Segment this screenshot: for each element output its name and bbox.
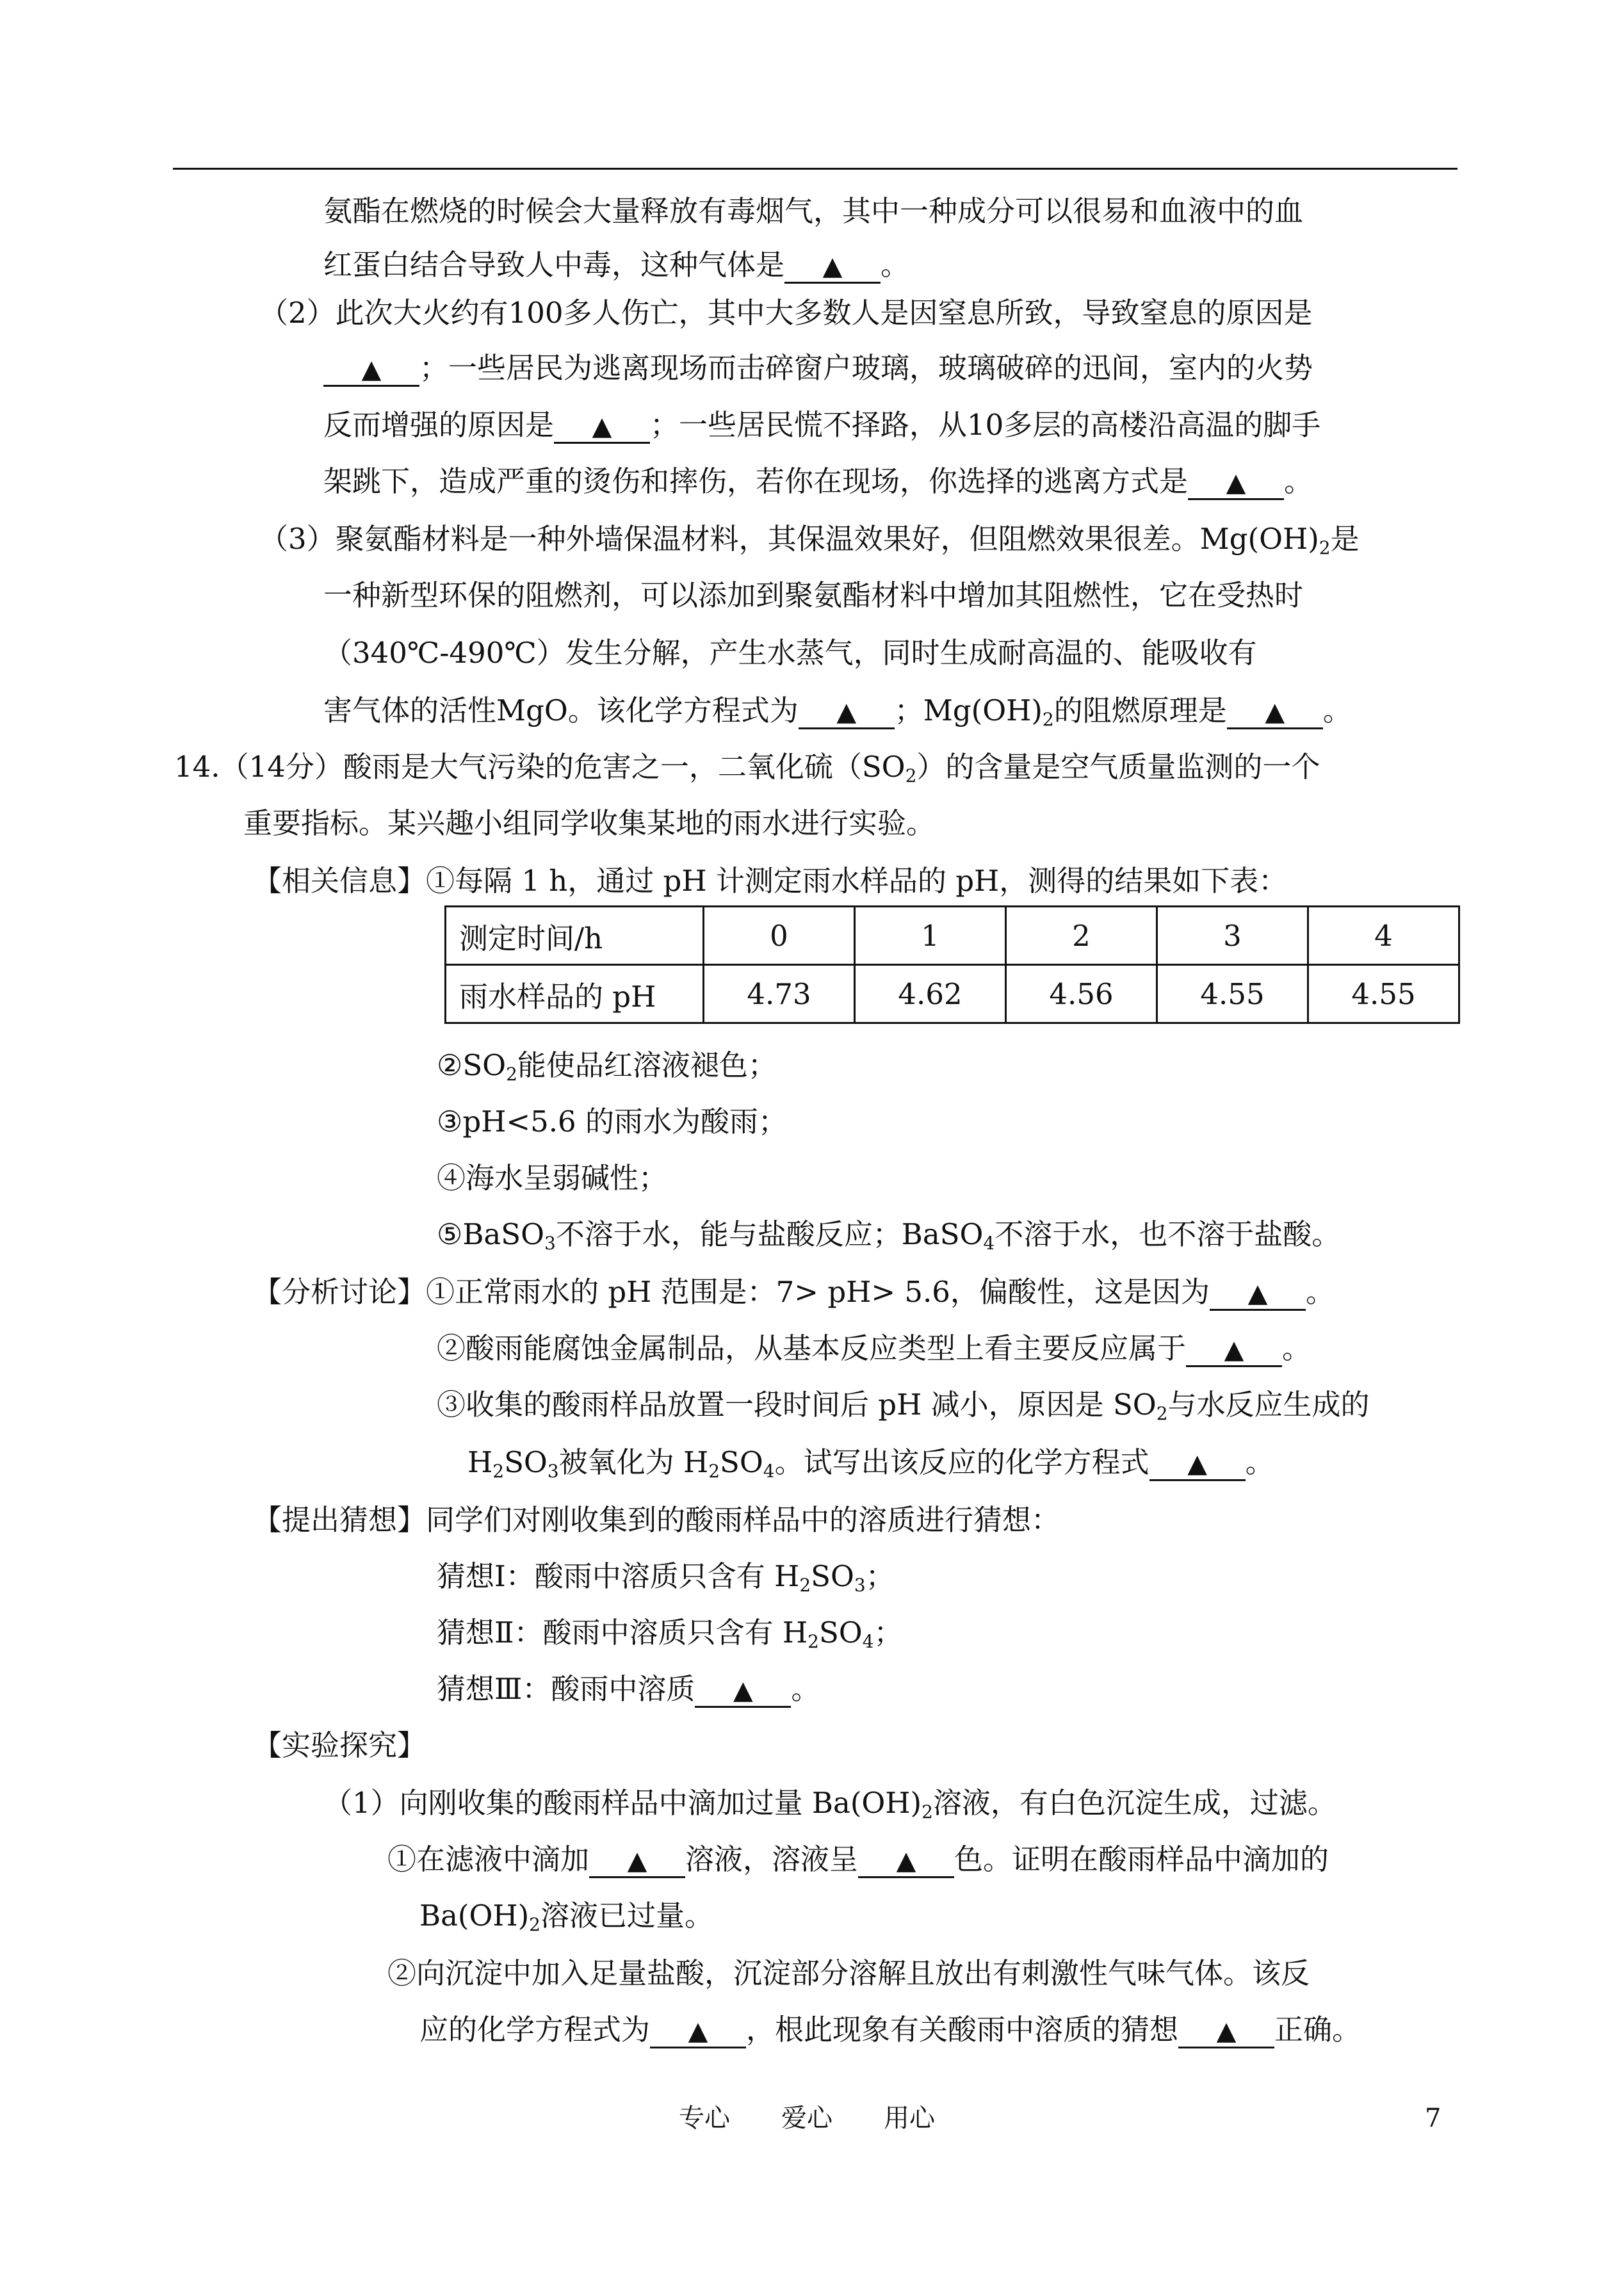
table-row [446,907,1459,965]
answer-blank[interactable]: ▲ [1178,2015,1274,2048]
table-cell: 0 [704,907,855,965]
answer-blank[interactable]: ▲ [554,410,650,444]
info-line-3: ③pH<5.6 的雨水为酸雨； [437,1105,787,1139]
row-label: 测定时间/h [446,907,704,965]
answer-blank[interactable]: ▲ [589,1844,685,1878]
table-cell: 4 [1308,907,1459,965]
discussion-line-1: 【分析讨论】①正常雨水的 pH 范围是：7> pH> 5.6，偏酸性，这是因为 ▲ 。 [253,1273,1335,1311]
q13-part2-line-4: 架跳下，造成严重的烫伤和摔伤，若你在现场，你选择的逃离方式是 ▲ 。 [323,462,1313,501]
q14-line-1: 14.（14分）酸雨是大气污染的危害之一，二氧化硫$(SO_2)$的含量是空气质量监测的一个 [174,750,1320,786]
table-cell: 4.73 [704,965,855,1023]
table-row [446,965,1459,1023]
table-cell: 3 [1157,907,1308,965]
q13-part3-line-3: （340℃-490℃）发生分解，产生水蒸气，同时生成耐高温的、能吸收有 [323,636,1257,670]
answer-blank[interactable]: ▲ [1227,695,1323,729]
experiment-line-2: ①在滤液中滴加 ▲ 溶液，溶液呈 ▲ 色。证明在酸雨样品中滴加的 [387,1840,1329,1879]
info-line-2: $②SO_2$能使品红溶液褪色； [437,1048,777,1085]
table-cell: 4.62 [855,965,1006,1023]
q13-part2-line-1: （2）此次大火约有100多人伤亡，其中大多数人是因窒息所致，导致窒息的原因是 [259,296,1313,330]
experiment-heading [253,1726,426,1765]
hypothesis-line-1: 【提出猜想】同学们对刚收集到的酸雨样品中的溶质进行猜想： [253,1503,1060,1537]
q13-part3-line-4: 害气体的活性MgO。该化学方程式为 ▲ ；$Mg(OH)_2$的阻燃原理是 ▲ 。 [323,693,1352,730]
hypothesis-2: 猜想Ⅱ：酸雨中溶质只含有 $H_2SO_4$； [437,1616,903,1652]
q14-line-2: 重要指标。某兴趣小组同学收集某地的雨水进行实验。 [243,806,936,840]
q13-part3-line-2: 一种新型环保的阻燃剂，可以添加到聚氨酯材料中增加其阻燃性，它在受热时 [323,578,1304,612]
page-number: 7 [1425,2104,1441,2133]
ph-table [444,905,1460,1024]
table-cell: 2 [1006,907,1157,965]
table-cell: 4.55 [1308,965,1459,1023]
answer-blank[interactable]: ▲ [323,353,419,387]
info-line-1: 【相关信息】①每隔 1 h，通过 pH 计测定雨水样品的 pH，测得的结果如下表： [253,864,1288,898]
hypothesis-1: 猜想Ⅰ：酸雨中溶质只含有 $H_2SO_3$； [437,1559,895,1596]
discussion-line-2: ②酸雨能腐蚀金属制品，从基本反应类型上看主要反应属于 ▲ 。 [437,1329,1311,1368]
row-label: 雨水样品的 pH [446,965,704,1023]
table-cell: 4.56 [1006,965,1157,1023]
q13-part2-line-3: 反而增强的原因是 ▲ ；一些居民慌不择路，从10多层的高楼沿高温的脚手 [323,406,1320,444]
discussion-line-4: $H_2SO_3$被氧化为 $H_2SO_4$。试写出该反应的化学方程式 ▲ 。 [467,1445,1274,1482]
section-heading: 【提出猜想】 [253,1503,426,1537]
experiment-line-4: ②向沉淀中加入足量盐酸，沉淀部分溶解且放出有刺激性气味气体。该反 [387,1956,1310,1990]
answer-blank[interactable]: ▲ [1188,466,1284,500]
discussion-line-3: ③收集的酸雨样品放置一段时间后 pH 减小，原因是 $SO_2$与水反应生成的 [437,1388,1370,1424]
section-heading: 【相关信息】 [253,864,426,898]
experiment-line-5: 应的化学方程式为 ▲ ，根此现象有关酸雨中溶质的猜想 ▲ 正确。 [419,2011,1361,2049]
answer-blank[interactable]: ▲ [695,1674,791,1708]
table-cell: 4.55 [1157,965,1308,1023]
info-line-5: ⑤BaSO$_3$不溶于水，能与盐酸反应；BaSO$_4$不溶于水，也不溶于盐酸。 [437,1217,1341,1254]
answer-blank[interactable]: ▲ [1210,1277,1306,1311]
answer-blank[interactable]: ▲ [650,2015,746,2048]
q13-part2-line-2: ▲ ；一些居民为逃离现场而击碎窗户玻璃，玻璃破碎的迅间，室内的火势 [323,349,1313,387]
q13-line-1: 氨酯在燃烧的时候会大量释放有毒烟气，其中一种成分可以很易和血液中的血 [323,194,1304,228]
table-cell: 1 [855,907,1006,965]
hypothesis-3: 猜想Ⅲ：酸雨中溶质 ▲ 。 [437,1670,820,1708]
experiment-line-3: $Ba(OH)_2$溶液已过量。 [419,1899,713,1935]
answer-blank[interactable]: ▲ [858,1844,954,1878]
header-rule [173,168,1458,170]
section-heading: 【实验探究】 [253,1728,426,1762]
experiment-line-1: （1）向刚收集的酸雨样品中滴加过量 $Ba(OH)_2$溶液，有白色沉淀生成，过滤。 [323,1786,1336,1822]
footer-center: 专心 爱心 用心 [679,2104,935,2133]
section-heading: 【分析讨论】 [253,1275,426,1309]
answer-blank[interactable]: ▲ [1186,1333,1282,1367]
answer-blank[interactable]: ▲ [799,695,895,729]
info-line-4: ④海水呈弱碱性； [437,1161,668,1195]
q13-line-2: 红蛋白结合导致人中毒，这种气体是 ▲ 。 [323,246,909,284]
answer-blank[interactable]: ▲ [784,250,881,284]
answer-blank[interactable]: ▲ [1149,1447,1246,1481]
q13-part3-line-1: （3）聚氨酯材料是一种外墙保温材料，其保温效果好，但阻燃效果很差。$Mg(OH)_2$是 [259,522,1360,558]
